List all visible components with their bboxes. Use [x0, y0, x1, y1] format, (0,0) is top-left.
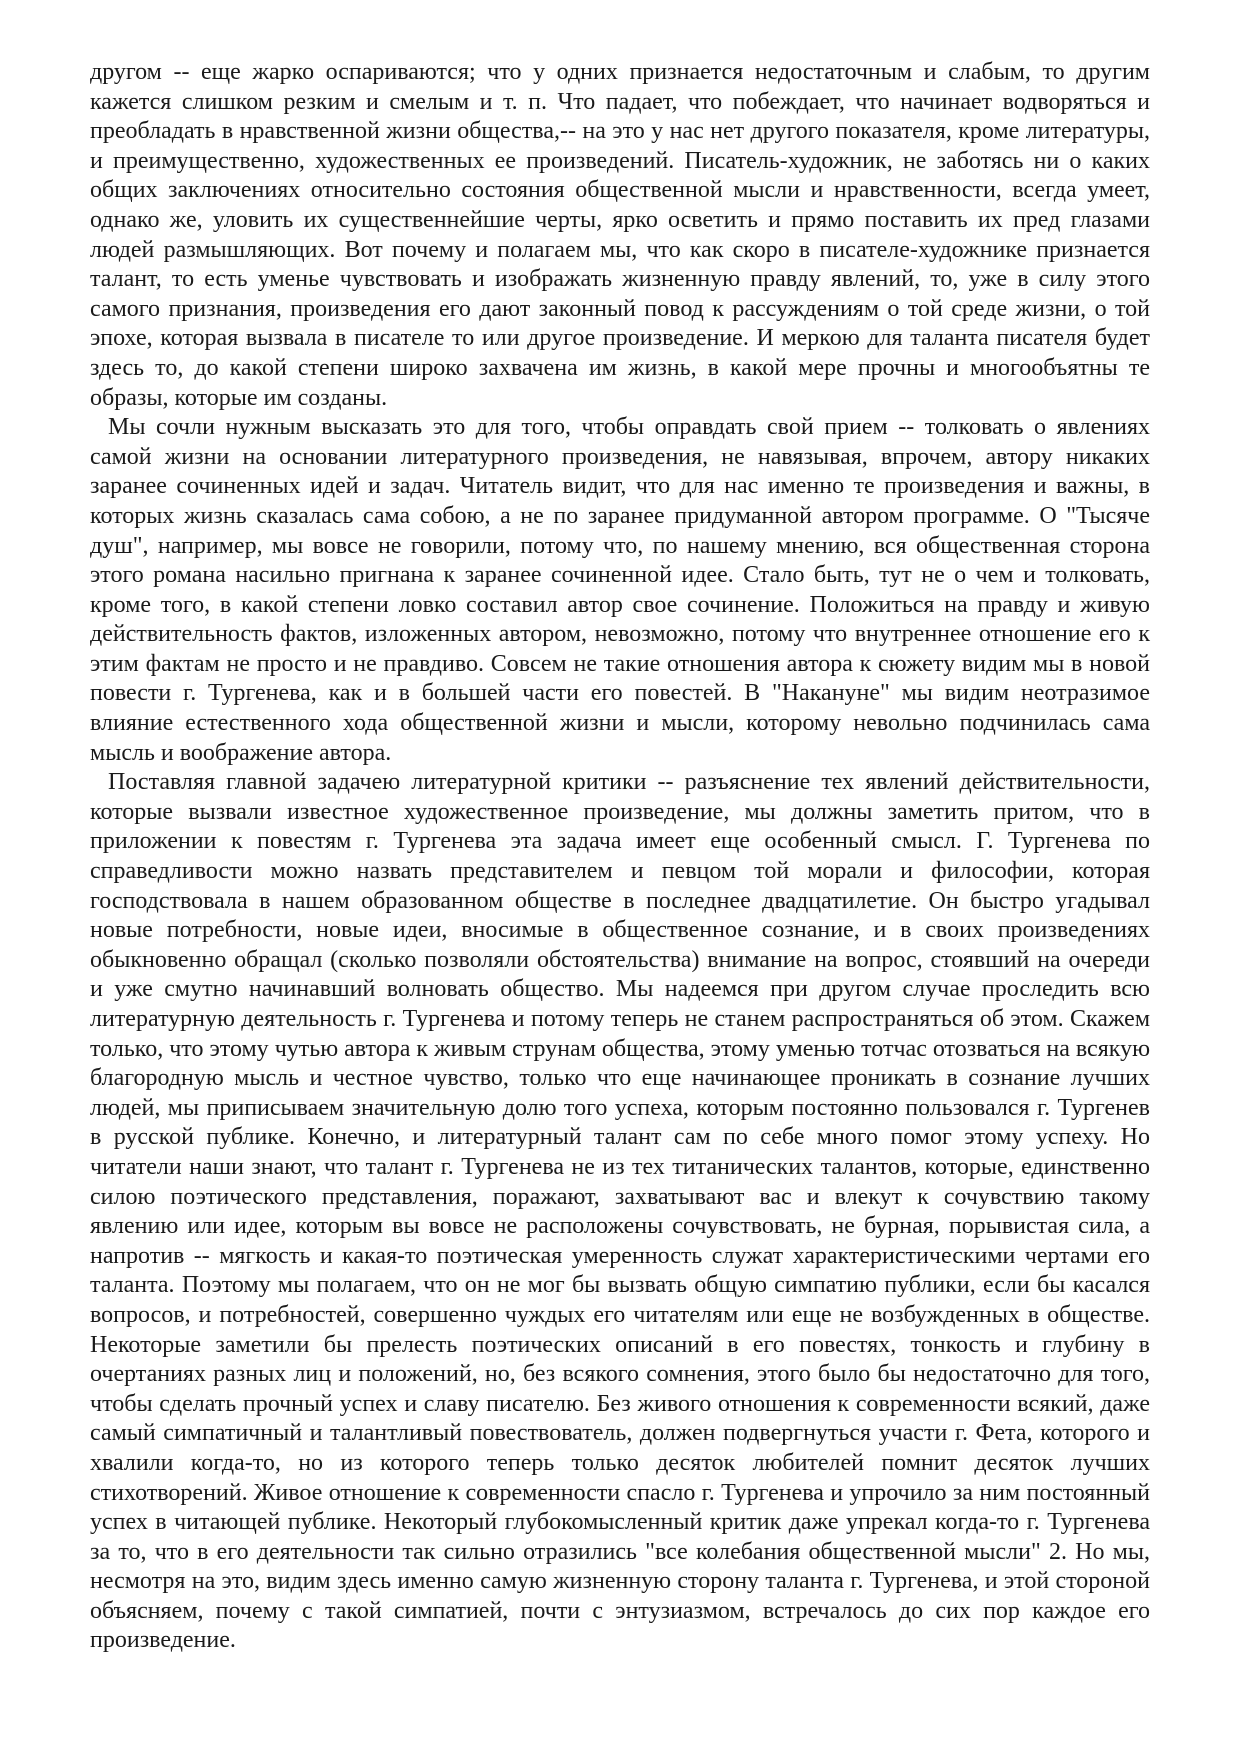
document-page	[90, 58, 1150, 1656]
paragraph: другом -- еще жарко оспариваются; что у одних признается недостаточным и слабым, то другим кажется слишком резким и смелым и т. п. Что падает, что побеждает, что начинает водворяться и преобладать в нравственной жизни общества,-- на это у нас нет другого показателя, кроме литературы, и преимущественно, художественных ее произведений. Писатель-художник, не заботясь ни о каких общих заключениях относительно состояния общественной мысли и нравственности, всегда умеет, однако же, уловить их существеннейшие черты, ярко осветить и прямо поставить их пред глазами людей размышляющих. Вот почему и полагаем мы, что как скоро в писателе-художнике признается талант, то есть уменье чувствовать и изображать жизненную правду явлений, то, уже в силу этого самого признания, произведения его дают законный повод к рассуждениям о той среде жизни, о той эпохе, которая вызвала в писателе то или другое произведение. И меркою для таланта писателя будет здесь то, до какой степени широко захвачена им жизнь, в какой мере прочны и многообъятны те образы, которые им созданы.	[90, 59, 1150, 411]
paragraph: Мы сочли нужным высказать это для того, чтобы оправдать свой прием -- толковать о явлениях самой жизни на основании литературного произведения, не навязывая, впрочем, автору никаких заранее сочиненных идей и задач. Читатель видит, что для нас именно те произведения и важны, в которых жизнь сказалась сама собою, а не по заранее придуманной автором программе. О "Тысяче душ", например, мы вовсе не говорили, потому что, по нашему мнению, вся общественная сторона этого романа насильно пригнана к заранее сочиненной идее. Стало быть, тут не о чем и толковать, кроме того, в какой степени ловко составил автор свое сочинение. Положиться на правду и живую действительность фактов, изложенных автором, невозможно, потому что внутреннее отношение его к этим фактам не просто и не правдиво. Совсем не такие отношения автора к сюжету видим мы в новой повести г. Тургенева, как и в большей части его повестей. В "Накануне" мы видим неотразимое влияние естественного хода общественной жизни и мысли, которому невольно подчинилась сама мысль и воображение автора.	[90, 414, 1150, 766]
paragraph: Поставляя главной задачею литературной критики -- разъяснение тех явлений действительности, которые вызвали известное художественное произведение, мы должны заметить притом, что в приложении к повестям г. Тургенева эта задача имеет еще особенный смысл. Г. Тургенева по справедливости можно назвать представителем и певцом той морали и философии, которая господствовала в нашем образованном обществе в последнее двадцатилетие. Он быстро угадывал новые потребности, новые идеи, вносимые в общественное сознание, и в своих произведениях обыкновенно обращал (сколько позволяли обстоятельства) внимание на вопрос, стоявший на очереди и уже смутно начинавший волновать общество. Мы надеемся при другом случае проследить всю литературную деятельность г. Тургенева и потому теперь не станем распространяться об этом. Скажем только, что этому чутью автора к живым струнам общества, этому уменью тотчас отозваться на всякую благородную мысль и честное чувство, только что еще начинающее проникать в сознание лучших людей, мы приписываем значительную долю того успеха, которым постоянно пользовался г. Тургенев в русской публике. Конечно, и литературный талант сам по себе много помог этому успеху. Но читатели наши знают, что талант г. Тургенева не из тех титанических талантов, которые, единственно силою поэтического представления, поражают, захватывают вас и влекут к сочувствию такому явлению или идее, которым вы вовсе не расположены сочувствовать, не бурная, порывистая сила, а напротив -- мягкость и какая-то поэтическая умеренность служат характеристическими чертами его таланта. Поэтому мы полагаем, что он не мог бы вызвать общую симпатию публики, если бы касался вопросов, и потребностей, совершенно чуждых его читателям или еще не возбужденных в обществе. Некоторые заметили бы прелесть поэтических описаний в его повестях, тонкость и глубину в очертаниях разных лиц и положений, но, без всякого сомнения, этого было бы недостаточно для того, чтобы сделать прочный успех и славу писателю. Без живого отношения к современности всякий, даже самый симпатичный и талантливый повествователь, должен подвергнуться участи г. Фета, которого и хвалили когда-то, но из которого теперь только десяток любителей помнит десяток лучших стихотворений. Живое отношение к современности спасло г. Тургенева и упрочило за ним постоянный успех в читающей публике. Некоторый глубокомысленный критик даже упрекал когда-то г. Тургенева за то, что в его деятельности так сильно отразились "все колебания общественной мысли" 2. Но мы, несмотря на это, видим здесь именно самую жизненную сторону таланта г. Тургенева, и этой стороной объясняем, почему с такой симпатией, почти с энтузиазмом, встречалось до сих пор каждое его произведение.	[90, 769, 1150, 1654]
